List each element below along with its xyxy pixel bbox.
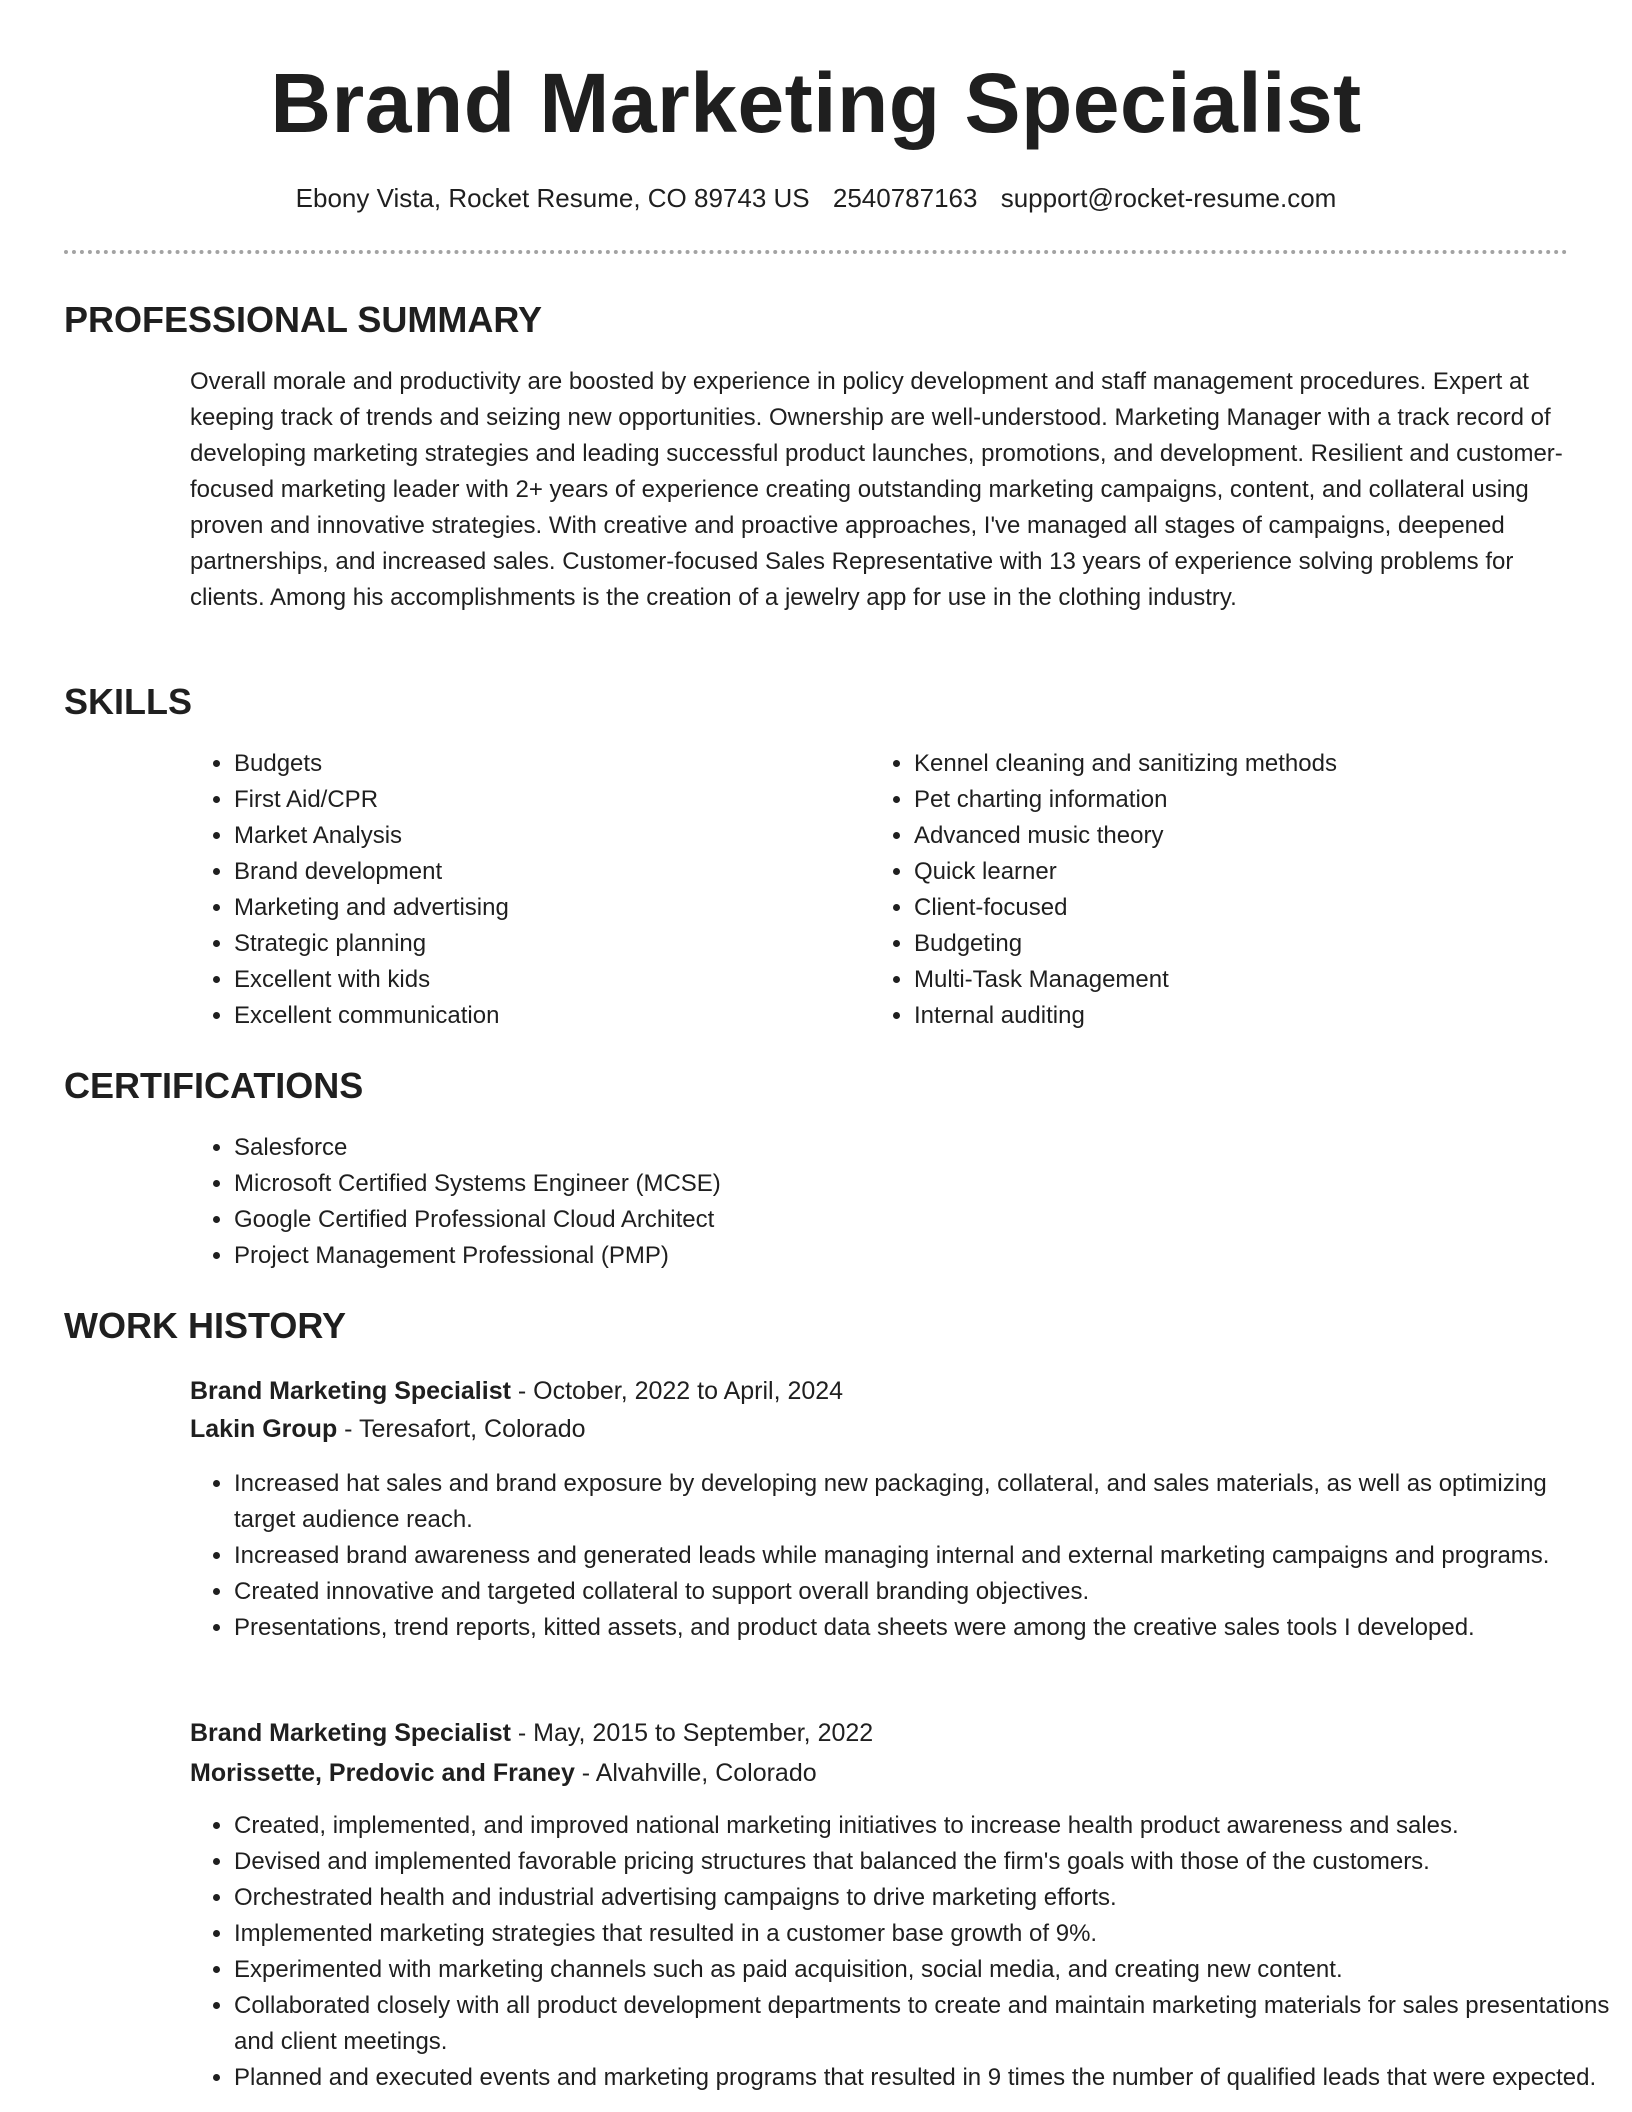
skill-item: • Multi-Task Management [914, 962, 1574, 998]
job-2-dates: - May, 2015 to September, 2022 [510, 1719, 874, 1747]
resume-name-title: Brand Marketing Specialist [270, 56, 1362, 150]
job-2-company-line [190, 1754, 817, 1792]
job-bullet: • Presentations, trend reports, kitted assets, and product data sheets were among the creative sales tools I developed. [234, 1610, 1612, 1646]
job-2-location: - Alvahville, Colorado [574, 1759, 817, 1787]
job-bullet: • Devised and implemented favorable pricing structures that balanced the firm's goals with those of the customers. [234, 1844, 1612, 1880]
skills-list-left [190, 746, 854, 1034]
job-2-title: Brand Marketing Specialist [190, 1719, 511, 1747]
job-bullet: • Experimented with marketing channels such as paid acquisition, social media, and creating new content. [234, 1952, 1612, 1988]
job-bullet: • Implemented marketing strategies that resulted in a customer base growth of 9%. [234, 1916, 1612, 1952]
work-history-heading: WORK HISTORY [64, 1305, 347, 1346]
certifications-list [190, 1130, 1534, 1274]
skill-item: • Client-focused [914, 890, 1574, 926]
job-1-title-line [190, 1372, 843, 1410]
skill-item: • Budgeting [914, 926, 1574, 962]
certifications-heading: CERTIFICATIONS [64, 1065, 364, 1106]
job-bullet: • Created innovative and targeted collateral to support overall branding objectives. [234, 1574, 1612, 1610]
skill-item: • Strategic planning [234, 926, 854, 962]
job-2-bullets [190, 1808, 1612, 2096]
skill-item: • First Aid/CPR [234, 782, 854, 818]
job-1-company-line [190, 1410, 586, 1448]
skill-item: • Kennel cleaning and sanitizing methods [914, 746, 1574, 782]
certification-item: • Salesforce [234, 1130, 1534, 1166]
skill-item: • Marketing and advertising [234, 890, 854, 926]
contact-address: Ebony Vista, Rocket Resume, CO 89743 US [295, 183, 810, 213]
skills-heading: SKILLS [64, 681, 193, 722]
contact-line [0, 180, 1632, 216]
job-bullet: • Increased brand awareness and generated leads while managing internal and external marketing campaigns and programs. [234, 1538, 1612, 1574]
skill-item: • Excellent with kids [234, 962, 854, 998]
job-2-company: Morissette, Predovic and Franey [190, 1759, 575, 1787]
skill-item: • Quick learner [914, 854, 1574, 890]
skill-item: • Market Analysis [234, 818, 854, 854]
job-1-location: - Teresafort, Colorado [337, 1415, 586, 1443]
job-bullet: • Collaborated closely with all product development departments to create and maintain marketing materials for sales presentations and client meetings. [234, 1988, 1612, 2060]
skill-item: • Pet charting information [914, 782, 1574, 818]
job-bullet: • Increased hat sales and brand exposure by developing new packaging, collateral, and sales materials, as well as optimizing target audience reach. [234, 1466, 1612, 1538]
contact-email: support@rocket-resume.com [1000, 183, 1337, 213]
job-bullet: • Created, implemented, and improved national marketing initiatives to increase health product awareness and sales. [234, 1808, 1612, 1844]
summary-text: Overall morale and productivity are boosted by experience in policy development and staff management procedures. Expert at keeping track of trends and seizing new opportunities. Ownership are well-understood. Marketing Manager with a track record of developing marketing strategies and leading successful product launches, promotions, and development. Resilient and customer-focused marketing leader with 2+ years of experience creating outstanding marketing campaigns, content, and collateral using proven and innovative strategies. With creative and proactive approaches, I've managed all stages of campaigns, deepened partnerships, and increased sales. Customer-focused Sales Representative with 13 years of experience solving problems for clients. Among his accomplishments is the creation of a jewelry app for use in the clothing industry. [190, 368, 1563, 611]
skills-list-right [870, 746, 1574, 1034]
skill-item: • Excellent communication [234, 998, 854, 1034]
certification-item: • Google Certified Professional Cloud Architect [234, 1202, 1534, 1238]
skill-item: • Advanced music theory [914, 818, 1574, 854]
job-bullet: • Orchestrated health and industrial advertising campaigns to drive marketing efforts. [234, 1880, 1612, 1916]
contact-phone: 2540787163 [832, 183, 978, 213]
job-bullet: • Planned and executed events and marketing programs that resulted in 9 times the number of qualified leads that were expected. [234, 2060, 1612, 2096]
job-1-bullets [190, 1466, 1612, 1646]
skill-item: • Internal auditing [914, 998, 1574, 1034]
certification-item: • Microsoft Certified Systems Engineer (MCSE) [234, 1166, 1534, 1202]
job-2-title-line [190, 1714, 873, 1752]
job-1-dates: - October, 2022 to April, 2024 [510, 1377, 844, 1405]
skill-item: • Brand development [234, 854, 854, 890]
certification-item: • Project Management Professional (PMP) [234, 1238, 1534, 1274]
skill-item: • Budgets [234, 746, 854, 782]
job-1-company: Lakin Group [190, 1415, 338, 1443]
header-divider [64, 250, 1568, 254]
job-1-title: Brand Marketing Specialist [190, 1377, 511, 1405]
summary-heading: PROFESSIONAL SUMMARY [64, 299, 543, 340]
